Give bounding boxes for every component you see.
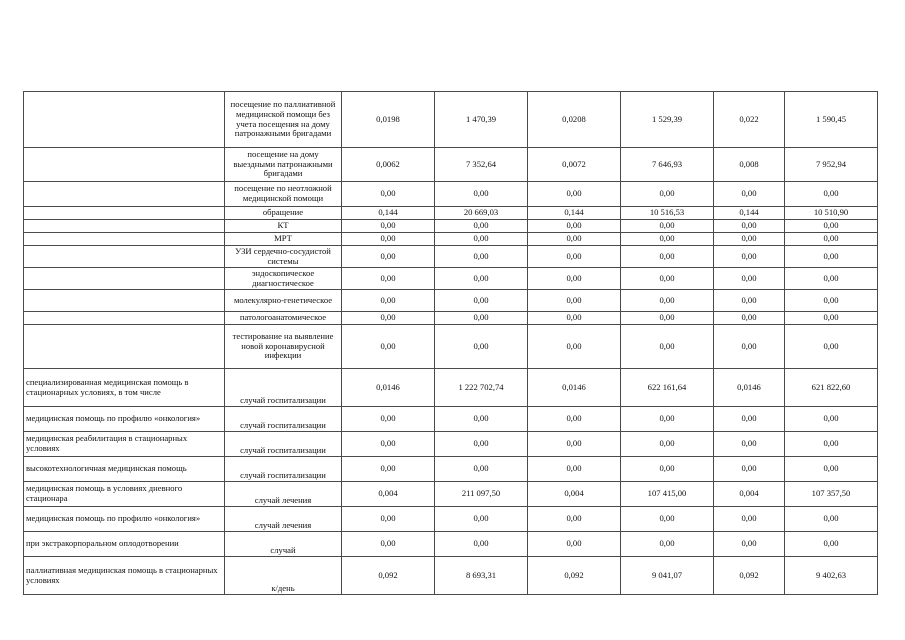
- value-cell: 0,00: [785, 532, 878, 557]
- table-row: [24, 325, 878, 369]
- value-cell: 0,00: [528, 432, 621, 457]
- cost-standards-table: [23, 91, 878, 595]
- value-cell: 0,00: [621, 290, 714, 312]
- value-cell: 1 529,39: [621, 92, 714, 148]
- value-cell: 0,00: [528, 507, 621, 532]
- value-cell: 10 510,90: [785, 207, 878, 220]
- value-cell: 0,00: [714, 507, 785, 532]
- row-unit-cell: эндоскопическое диагностическое: [225, 268, 342, 290]
- value-cell: 7 952,94: [785, 148, 878, 182]
- row-category-cell: [24, 220, 225, 233]
- row-unit-cell: к/день: [225, 557, 342, 595]
- value-cell: 0,00: [621, 507, 714, 532]
- value-cell: 0,00: [435, 312, 528, 325]
- value-cell: 0,00: [528, 182, 621, 207]
- table-row: [24, 432, 878, 457]
- value-cell: 0,00: [342, 246, 435, 268]
- table-row: [24, 557, 878, 595]
- value-cell: 0,004: [342, 482, 435, 507]
- value-cell: 0,00: [714, 268, 785, 290]
- value-cell: 622 161,64: [621, 369, 714, 407]
- value-cell: 0,00: [785, 233, 878, 246]
- row-unit-cell: обращение: [225, 207, 342, 220]
- value-cell: 0,00: [528, 532, 621, 557]
- value-cell: 0,00: [435, 407, 528, 432]
- value-cell: 0,00: [785, 268, 878, 290]
- row-unit-cell: патологоанатомическое: [225, 312, 342, 325]
- value-cell: 7 646,93: [621, 148, 714, 182]
- value-cell: 0,00: [435, 507, 528, 532]
- value-cell: 0,004: [528, 482, 621, 507]
- row-unit-cell: случай: [225, 532, 342, 557]
- value-cell: 0,00: [621, 325, 714, 369]
- value-cell: 0,0146: [528, 369, 621, 407]
- value-cell: 0,00: [785, 407, 878, 432]
- row-unit-cell: случай госпитализации: [225, 407, 342, 432]
- table-row: [24, 290, 878, 312]
- value-cell: 0,00: [785, 325, 878, 369]
- row-category-cell: [24, 312, 225, 325]
- value-cell: 0,00: [621, 233, 714, 246]
- value-cell: 0,00: [528, 268, 621, 290]
- value-cell: 0,144: [342, 207, 435, 220]
- row-category-cell: высокотехнологичная медицинская помощь: [24, 457, 225, 482]
- table-row: [24, 407, 878, 432]
- value-cell: 0,00: [342, 233, 435, 246]
- row-category-cell: специализированная медицинская помощь в стационарных условиях, в том числе: [24, 369, 225, 407]
- row-category-cell: [24, 92, 225, 148]
- value-cell: 0,00: [621, 407, 714, 432]
- value-cell: 0,00: [714, 532, 785, 557]
- value-cell: 0,0208: [528, 92, 621, 148]
- value-cell: 0,00: [435, 432, 528, 457]
- table-row: [24, 246, 878, 268]
- value-cell: 9 041,07: [621, 557, 714, 595]
- table-row: [24, 532, 878, 557]
- value-cell: 0,00: [714, 246, 785, 268]
- value-cell: 0,00: [785, 182, 878, 207]
- value-cell: 0,00: [528, 290, 621, 312]
- value-cell: 0,0146: [342, 369, 435, 407]
- row-unit-cell: случай госпитализации: [225, 457, 342, 482]
- value-cell: 0,0198: [342, 92, 435, 148]
- row-category-cell: при экстракорпоральном оплодотворении: [24, 532, 225, 557]
- row-category-cell: медицинская помощь по профилю «онкология»: [24, 507, 225, 532]
- value-cell: 0,00: [621, 220, 714, 233]
- row-category-cell: медицинская помощь по профилю «онкология»: [24, 407, 225, 432]
- row-unit-cell: УЗИ сердечно-сосудистой системы: [225, 246, 342, 268]
- row-unit-cell: МРТ: [225, 233, 342, 246]
- row-unit-cell: случай лечения: [225, 482, 342, 507]
- row-category-cell: паллиативная медицинская помощь в стационарных условиях: [24, 557, 225, 595]
- value-cell: 0,00: [621, 182, 714, 207]
- value-cell: 0,00: [785, 246, 878, 268]
- value-cell: 211 097,50: [435, 482, 528, 507]
- value-cell: 0,00: [785, 290, 878, 312]
- row-unit-cell: тестирование на выявление новой коронавирусной инфекции: [225, 325, 342, 369]
- value-cell: 0,00: [528, 220, 621, 233]
- table-row: [24, 312, 878, 325]
- value-cell: 0,00: [342, 507, 435, 532]
- value-cell: 0,00: [342, 268, 435, 290]
- value-cell: 0,00: [435, 290, 528, 312]
- value-cell: 8 693,31: [435, 557, 528, 595]
- table-row: [24, 507, 878, 532]
- value-cell: 0,008: [714, 148, 785, 182]
- value-cell: 0,00: [714, 220, 785, 233]
- value-cell: 0,0062: [342, 148, 435, 182]
- value-cell: 10 516,53: [621, 207, 714, 220]
- value-cell: 0,00: [435, 246, 528, 268]
- value-cell: 0,00: [528, 312, 621, 325]
- value-cell: 0,004: [714, 482, 785, 507]
- table-row: [24, 369, 878, 407]
- value-cell: 0,092: [342, 557, 435, 595]
- value-cell: 0,00: [435, 220, 528, 233]
- value-cell: 0,00: [528, 457, 621, 482]
- value-cell: 0,00: [621, 532, 714, 557]
- value-cell: 0,00: [528, 325, 621, 369]
- row-category-cell: [24, 148, 225, 182]
- value-cell: 0,00: [342, 325, 435, 369]
- value-cell: 0,00: [528, 407, 621, 432]
- table-row: [24, 457, 878, 482]
- value-cell: 0,00: [714, 182, 785, 207]
- table-row: [24, 233, 878, 246]
- row-category-cell: [24, 207, 225, 220]
- value-cell: 0,00: [714, 407, 785, 432]
- row-category-cell: [24, 246, 225, 268]
- value-cell: 0,00: [714, 432, 785, 457]
- value-cell: 0,00: [528, 233, 621, 246]
- value-cell: 0,092: [714, 557, 785, 595]
- row-unit-cell: случай госпитализации: [225, 432, 342, 457]
- table-row: [24, 92, 878, 148]
- value-cell: 0,00: [435, 457, 528, 482]
- value-cell: 0,00: [621, 246, 714, 268]
- table-row: [24, 148, 878, 182]
- value-cell: 0,092: [528, 557, 621, 595]
- value-cell: 0,00: [621, 268, 714, 290]
- value-cell: 0,022: [714, 92, 785, 148]
- value-cell: 0,00: [342, 290, 435, 312]
- table-row: [24, 482, 878, 507]
- value-cell: 0,00: [342, 532, 435, 557]
- value-cell: 0,00: [342, 407, 435, 432]
- table-row: [24, 182, 878, 207]
- value-cell: 0,00: [342, 182, 435, 207]
- value-cell: 0,00: [714, 312, 785, 325]
- value-cell: 0,00: [342, 220, 435, 233]
- row-unit-cell: КТ: [225, 220, 342, 233]
- row-unit-cell: посещение по паллиативной медицинской помощи без учета посещения на дому патронажными бригадами: [225, 92, 342, 148]
- value-cell: 0,00: [435, 233, 528, 246]
- value-cell: 0,00: [621, 457, 714, 482]
- row-category-cell: [24, 233, 225, 246]
- row-unit-cell: случай лечения: [225, 507, 342, 532]
- value-cell: 0,00: [714, 290, 785, 312]
- row-category-cell: [24, 182, 225, 207]
- value-cell: 0,00: [714, 457, 785, 482]
- value-cell: 0,0072: [528, 148, 621, 182]
- value-cell: 0,00: [785, 432, 878, 457]
- value-cell: 107 357,50: [785, 482, 878, 507]
- value-cell: 1 590,45: [785, 92, 878, 148]
- value-cell: 0,144: [528, 207, 621, 220]
- value-cell: 0,00: [714, 325, 785, 369]
- value-cell: 0,00: [342, 312, 435, 325]
- table-row: [24, 268, 878, 290]
- value-cell: 0,00: [342, 457, 435, 482]
- row-category-cell: медицинская реабилитация в стационарных условиях: [24, 432, 225, 457]
- row-category-cell: [24, 290, 225, 312]
- value-cell: 0,00: [785, 220, 878, 233]
- row-category-cell: [24, 268, 225, 290]
- row-unit-cell: посещение по неотложной медицинской помощи: [225, 182, 342, 207]
- value-cell: 107 415,00: [621, 482, 714, 507]
- value-cell: 1 222 702,74: [435, 369, 528, 407]
- value-cell: 0,0146: [714, 369, 785, 407]
- value-cell: 0,00: [714, 233, 785, 246]
- value-cell: 20 669,03: [435, 207, 528, 220]
- value-cell: 0,00: [435, 325, 528, 369]
- value-cell: 0,00: [621, 312, 714, 325]
- value-cell: 0,00: [785, 507, 878, 532]
- value-cell: 0,00: [785, 312, 878, 325]
- table-row: [24, 220, 878, 233]
- value-cell: 9 402,63: [785, 557, 878, 595]
- value-cell: 0,00: [435, 268, 528, 290]
- value-cell: 0,144: [714, 207, 785, 220]
- value-cell: 0,00: [528, 246, 621, 268]
- value-cell: 0,00: [435, 182, 528, 207]
- table-row: [24, 207, 878, 220]
- value-cell: 0,00: [785, 457, 878, 482]
- row-category-cell: медицинская помощь в условиях дневного стационара: [24, 482, 225, 507]
- row-unit-cell: посещение на дому выездными патронажными бригадами: [225, 148, 342, 182]
- value-cell: 621 822,60: [785, 369, 878, 407]
- row-category-cell: [24, 325, 225, 369]
- value-cell: 0,00: [621, 432, 714, 457]
- value-cell: 0,00: [435, 532, 528, 557]
- value-cell: 1 470,39: [435, 92, 528, 148]
- row-unit-cell: молекулярно-генетическое: [225, 290, 342, 312]
- value-cell: 7 352,64: [435, 148, 528, 182]
- value-cell: 0,00: [342, 432, 435, 457]
- row-unit-cell: случай госпитализации: [225, 369, 342, 407]
